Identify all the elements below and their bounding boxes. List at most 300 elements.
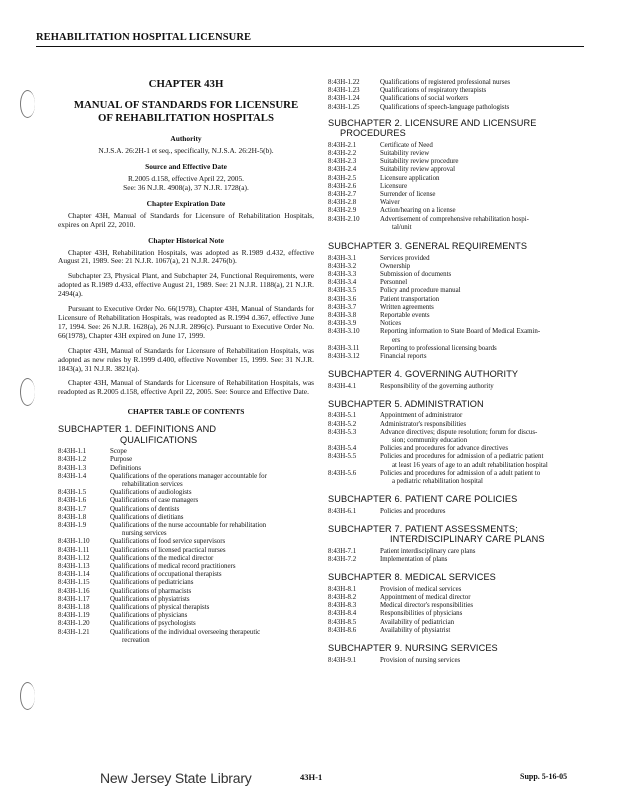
toc-entry-title [380, 453, 590, 469]
toc-entry-number: 8:43H-5.5 [328, 453, 357, 461]
toc-entry-title-text: Qualifications of medical record practitioners [110, 563, 236, 571]
toc-entry-number: 8:43H-5.2 [328, 420, 357, 428]
toc-entry-title [380, 216, 590, 232]
toc-entry-title [380, 470, 590, 486]
toc-entry-title [380, 142, 590, 150]
toc-entry-title [110, 571, 314, 579]
toc-entry-title-text: Patient transportation [380, 295, 440, 303]
toc-list [58, 448, 314, 645]
toc-entry [58, 579, 314, 587]
history-paragraph: Subchapter 23, Physical Plant, and Subchapter 24, Functional Requirements, were adopted as R.1989 d.433, effective August 21, 1989. See: 21 N.J.R. 1188(a), 21 N.J.R. 2494(a). [58, 271, 314, 299]
toc-entry-number: 8:43H-3.1 [328, 254, 357, 262]
toc-entry-title-text: Qualifications of physical therapists [110, 604, 210, 612]
toc-entry-title [380, 287, 590, 295]
toc-entry-number: 8:43H-2.3 [328, 158, 357, 166]
punch-hole-middle [20, 378, 35, 406]
toc-entry [328, 166, 590, 174]
toc-entry-title [380, 619, 590, 627]
subchapter-heading-line: PROCEDURES [340, 128, 406, 139]
toc-entry-title-text: Appointment of administrator [380, 412, 463, 420]
toc-entry-title-text: Definitions [110, 464, 142, 472]
toc-entry-title-text: Waiver [380, 199, 400, 207]
punch-hole-top [20, 90, 35, 118]
toc-entry-number: 8:43H-5.3 [328, 428, 357, 436]
library-stamp: New Jersey State Library [100, 770, 252, 786]
toc-entry [328, 104, 590, 112]
toc-entry-number: 8:43H-1.5 [58, 489, 87, 497]
toc-entry-title-text: Qualifications of registered professional nurses [380, 79, 511, 86]
toc-entry [58, 629, 314, 645]
toc-entry-title [380, 304, 590, 312]
toc-entry [328, 345, 590, 353]
toc-entry [328, 619, 590, 627]
toc-entry-number: 8:43H-3.5 [328, 287, 357, 295]
toc-entry-title-text: Policy and procedure manual [380, 287, 461, 295]
toc-heading: CHAPTER TABLE OF CONTENTS [127, 407, 245, 417]
toc-entry [328, 79, 590, 87]
toc-entry [328, 150, 590, 158]
toc-list [328, 657, 590, 665]
toc-entry-number: 8:43H-1.22 [328, 79, 360, 86]
toc-entry-title-text: Qualifications of the medical director [110, 554, 214, 562]
toc-entry [58, 588, 314, 596]
toc-entry-title [380, 183, 590, 191]
toc-entry [328, 556, 590, 564]
toc-entry-title [380, 657, 590, 665]
toc-entry [328, 383, 590, 391]
toc-entry-title-text: Licensure [380, 182, 408, 190]
toc-entry-title-text: Reporting information to State Board of Medical Examin- [380, 328, 541, 336]
toc-entry-title-text: Availability of pediatrician [380, 618, 455, 626]
source-line: R.2005 d.158, effective April 22, 2005. [127, 173, 245, 183]
toc-entry [328, 271, 590, 279]
toc-entry [58, 547, 314, 555]
toc-entry-title [380, 320, 590, 328]
toc-entry-title-continuation: ers [392, 336, 401, 344]
toc-entry-title [110, 473, 314, 489]
toc-entry-number: 8:43H-5.6 [328, 469, 357, 477]
toc-entry-number: 8:43H-1.10 [58, 538, 90, 546]
toc-entry-title [380, 263, 590, 271]
toc-entry-number: 8:43H-2.5 [328, 174, 357, 182]
toc-entry-number: 8:43H-5.1 [328, 412, 357, 420]
toc-entry-title [380, 191, 590, 199]
toc-entry-number: 8:43H-3.12 [328, 352, 360, 360]
subchapter-heading-line: SUBCHAPTER 1. DEFINITIONS AND [58, 424, 217, 435]
manual-title-line: OF REHABILITATION HOSPITALS [98, 112, 274, 124]
toc-list [328, 255, 590, 362]
running-head: REHABILITATION HOSPITAL LICENSURE [36, 32, 584, 47]
subchapter-heading: SUBCHAPTER 5. ADMINISTRATION [328, 398, 484, 409]
toc-entry-number: 8:43H-2.7 [328, 191, 357, 199]
toc-entry-title [110, 620, 314, 628]
toc-entry-title-text: Qualifications of psychologists [110, 620, 196, 628]
expiration-heading: Chapter Expiration Date [146, 198, 226, 208]
toc-entry-number: 8:43H-1.9 [58, 522, 87, 530]
toc-entry-title-continuation: nursing services [122, 530, 167, 538]
toc-entry-title-text: Qualifications of occupational therapists [110, 571, 222, 579]
toc-entry [58, 473, 314, 489]
toc-entry [328, 470, 590, 486]
toc-entry-title-text: Licensure application [380, 174, 440, 182]
toc-entry-title-text: Qualifications of the operations manager accountable for [110, 472, 267, 480]
toc-entry-title [110, 579, 314, 587]
toc-entry-title [380, 175, 590, 183]
toc-entry-title-text: Suitability review approval [380, 166, 456, 174]
toc-entry-number: 8:43H-2.2 [328, 150, 357, 158]
toc-entry-number: 8:43H-3.7 [328, 303, 357, 311]
toc-entry [58, 456, 314, 464]
toc-entry-title [380, 95, 590, 103]
subchapter-heading-line: QUALIFICATIONS [120, 434, 198, 445]
history-heading: Chapter Historical Note [148, 235, 224, 245]
toc-list [328, 548, 590, 564]
toc-entry-title [110, 604, 314, 612]
toc-entry [58, 489, 314, 497]
subchapter-heading: SUBCHAPTER 6. PATIENT CARE POLICIES [328, 494, 518, 505]
toc-entry-title-text: Qualifications of the individual overseeing therapeutic [110, 628, 261, 636]
toc-entry [58, 514, 314, 522]
toc-entry-title [110, 538, 314, 546]
toc-entry-title-text: Qualifications of case managers [110, 497, 199, 505]
toc-entry-title-text: Implementation of plans [380, 556, 448, 564]
subchapter-heading [328, 524, 590, 545]
toc-entry [328, 594, 590, 602]
toc-entry-title [380, 166, 590, 174]
toc-list [328, 586, 590, 635]
toc-entry [328, 216, 590, 232]
subchapter-heading: SUBCHAPTER 9. NURSING SERVICES [328, 643, 498, 654]
supplement-date: Supp. 5-16-05 [520, 772, 568, 781]
toc-entry-title-text: Written agreements [380, 303, 434, 311]
toc-entry [328, 296, 590, 304]
toc-entry-title-text: Qualifications of the nurse accountable for rehabilitation [110, 522, 267, 530]
toc-list [328, 142, 590, 232]
toc-entry-title-text: Qualifications of food service supervisors [110, 538, 226, 546]
toc-entry-title-text: Policies and procedures for admission of a pediatric patient [380, 453, 544, 461]
toc-entry-title [110, 612, 314, 620]
toc-entry [58, 571, 314, 579]
toc-entry [328, 95, 590, 103]
toc-entry-number: 8:43H-8.5 [328, 618, 357, 626]
toc-entry-number: 8:43H-7.1 [328, 547, 357, 555]
manual-title-line: MANUAL OF STANDARDS FOR LICENSURE [73, 99, 299, 111]
toc-entry-number: 8:43H-2.10 [328, 215, 360, 223]
toc-entry-title [380, 87, 590, 95]
toc-entry-title-text: Administrator's responsibilities [380, 420, 467, 428]
toc-entry-number: 8:43H-3.9 [328, 320, 357, 328]
history-paragraph: Chapter 43H, Manual of Standards for Licensure of Rehabilitation Hospitals, was readopted as R.2005 d.158, effective April 22, 2005. See: Source and Effective Date. [58, 378, 314, 397]
toc-entry-title-text: Ownership [380, 262, 411, 270]
toc-entry-title [110, 506, 314, 514]
toc-entry-title-text: Qualifications of pharmacists [110, 587, 192, 595]
toc-entry-title-continuation: tal/unit [392, 223, 412, 231]
toc-entry-title [380, 353, 590, 361]
toc-entry-number: 8:43H-2.8 [328, 199, 357, 207]
toc-entry-number: 8:43H-3.6 [328, 295, 357, 303]
toc-entry-title-text: Reporting to professional licensing boards [380, 344, 497, 352]
toc-entry-title-text: Services provided [380, 254, 430, 262]
toc-entry-title [380, 602, 590, 610]
toc-entry-title [110, 465, 314, 473]
toc-entry-title-text: Submission of documents [380, 270, 452, 278]
toc-entry [58, 506, 314, 514]
toc-entry-title [380, 271, 590, 279]
toc-entry [328, 627, 590, 635]
toc-entry-title [110, 456, 314, 464]
toc-entry-title-continuation: at least 16 years of age to an adult rehabilitation hospital [392, 461, 548, 469]
toc-entry [328, 328, 590, 344]
toc-entry-title [110, 596, 314, 604]
toc-entry-number: 8:43H-1.4 [58, 472, 87, 480]
toc-entry-title [380, 345, 590, 353]
source-line: See: 36 N.J.R. 4908(a), 37 N.J.R. 1728(a). [123, 182, 249, 192]
toc-entry-title-text: Appointment of medical director [380, 594, 471, 602]
toc-entry-number: 8:43H-3.8 [328, 311, 357, 319]
toc-entry [58, 563, 314, 571]
toc-entry-number: 8:43H-1.6 [58, 497, 87, 505]
toc-entry-title [380, 586, 590, 594]
toc-entry-title-continuation: sion; community education [392, 437, 468, 444]
toc-entry-title [380, 421, 590, 429]
toc-entry-number: 8:43H-2.6 [328, 182, 357, 190]
toc-entry-number: 8:43H-1.2 [58, 456, 87, 464]
toc-entry-title-text: Policies and procedures [380, 507, 446, 515]
toc-entry-title-text: Advertisement of comprehensive rehabilitation hospi- [380, 215, 529, 223]
toc-entry-title-text: Policies and procedures for advance directives [380, 445, 508, 453]
toc-entry [328, 304, 590, 312]
toc-entry-title-text: Qualifications of respiratory therapists [380, 87, 487, 95]
toc-entry-title-text: Qualifications of audiologists [110, 489, 192, 497]
toc-entry-title-continuation: recreation [122, 636, 150, 644]
subchapter-heading-line: INTERDISCIPLINARY CARE PLANS [390, 534, 545, 545]
toc-entry [58, 620, 314, 628]
toc-entry [58, 538, 314, 546]
toc-entry-title-text: Provision of nursing services [380, 656, 461, 664]
toc-entry-number: 8:43H-8.2 [328, 594, 357, 602]
toc-entry-number: 8:43H-1.11 [58, 546, 90, 554]
toc-entry-title-text: Notices [380, 320, 402, 328]
toc-entry-title-continuation: a pediatric rehabilitation hospital [392, 478, 483, 486]
toc-entry-title-text: Responsibility of the governing authority [380, 382, 494, 390]
toc-entry-title-text: Action/hearing on a license [380, 207, 456, 215]
toc-entry [58, 555, 314, 563]
toc-entry-number: 8:43H-1.19 [58, 612, 90, 620]
toc-entry-number: 8:43H-1.13 [58, 563, 90, 571]
toc-entry-number: 8:43H-1.23 [328, 87, 360, 95]
toc-entry-number: 8:43H-3.3 [328, 270, 357, 278]
toc-entry-number: 8:43H-8.1 [328, 585, 357, 593]
toc-entry-number: 8:43H-1.14 [58, 571, 90, 579]
toc-entry [58, 497, 314, 505]
toc-entry-title-text: Financial reports [380, 352, 427, 360]
toc-entry-number: 8:43H-7.2 [328, 556, 357, 564]
page-number: 43H-1 [300, 772, 323, 782]
toc-entry-title [380, 383, 590, 391]
toc-entry-number: 8:43H-8.3 [328, 602, 357, 610]
subchapter-heading [58, 424, 314, 445]
toc-entry-number: 8:43H-3.2 [328, 262, 357, 270]
toc-entry [328, 548, 590, 556]
toc-entry-number: 8:43H-1.21 [58, 628, 90, 636]
toc-entry-number: 8:43H-8.6 [328, 626, 357, 634]
toc-entry-title-text: Personnel [380, 279, 408, 287]
toc-entry-title-text: Qualifications of dentists [110, 505, 180, 513]
toc-entry [328, 429, 590, 445]
toc-entry-title [380, 79, 590, 87]
toc-entry-title [380, 627, 590, 635]
toc-entry-title [110, 497, 314, 505]
toc-entry-title-text: Surrender of license [380, 191, 436, 199]
toc-entry-title [380, 158, 590, 166]
toc-entry-title-text: Suitability review [380, 150, 430, 158]
toc-entry-title [380, 594, 590, 602]
history-paragraph: Pursuant to Executive Order No. 66(1978), Chapter 43H, Manual of Standards for Licensure of Rehabilitation Hospitals, was readopted as R.1994 d.367, effective June 17, 1994. See: 26 N.J.R. 1628(a), 26 N.J.R. 2896(c). Pursuant to Executive Order No. 66(1978), Chapter 43H expired on June 17, 1999. [58, 304, 314, 340]
toc-entry-title-text: Purpose [110, 456, 133, 464]
toc-entry-title-text: Qualifications of dietitians [110, 513, 184, 521]
toc-entry-title-text: Qualifications of physiatrists [110, 595, 190, 603]
toc-entry-title-text: Qualifications of pediatricians [110, 579, 194, 587]
toc-entry-title [380, 279, 590, 287]
toc-entry-number: 8:43H-1.7 [58, 505, 87, 513]
toc-entry-title [380, 199, 590, 207]
subchapter-heading: SUBCHAPTER 4. GOVERNING AUTHORITY [328, 369, 519, 380]
toc-entry-title [380, 207, 590, 215]
toc-entry-title [110, 588, 314, 596]
toc-entry-title [380, 104, 590, 112]
toc-entry-number: 8:43H-1.25 [328, 103, 360, 111]
toc-entry [328, 199, 590, 207]
history-paragraph: Chapter 43H, Rehabilitation Hospitals, was adopted as R.1989 d.432, effective August 21, 1989. See: 21 N.J.R. 1067(a), 21 N.J.R. 2476(b). [58, 247, 314, 266]
subchapter-heading-line: SUBCHAPTER 7. PATIENT ASSESSMENTS; [328, 523, 518, 534]
toc-entry-number: 8:43H-5.4 [328, 445, 357, 453]
toc-list [328, 383, 590, 391]
toc-entry-title-text: Advance directives; dispute resolution; forum for discus- [380, 428, 538, 436]
toc-entry-number: 8:43H-3.11 [328, 344, 360, 352]
toc-entry [328, 287, 590, 295]
toc-entry-number: 8:43H-1.1 [58, 448, 87, 456]
toc-entry-title-text: Medical director's responsibilities [380, 602, 474, 610]
toc-entry [328, 255, 590, 263]
page-footer [0, 770, 618, 790]
toc-entry [328, 191, 590, 199]
toc-entry [328, 586, 590, 594]
toc-entry-number: 8:43H-2.1 [328, 141, 357, 149]
toc-entry [58, 596, 314, 604]
subchapter-heading: SUBCHAPTER 8. MEDICAL SERVICES [328, 572, 496, 583]
toc-entry-title [110, 448, 314, 456]
toc-entry-title [380, 296, 590, 304]
punch-hole-bottom [20, 682, 35, 710]
toc-entry [328, 175, 590, 183]
toc-entry-title [110, 522, 314, 538]
toc-entry-number: 8:43H-3.4 [328, 279, 357, 287]
toc-entry [58, 465, 314, 473]
authority-heading: Authority [170, 134, 202, 143]
toc-entry [328, 320, 590, 328]
chapter-title: CHAPTER 43H [148, 78, 224, 90]
toc-entry-number: 8:43H-1.12 [58, 554, 90, 562]
toc-entry [328, 312, 590, 320]
toc-entry-number: 8:43H-2.9 [328, 207, 357, 215]
expiration-text: Chapter 43H, Manual of Standards for Licensure of Rehabilitation Hospitals, expires on April 22, 2010. [58, 210, 314, 229]
toc-entry-title [380, 429, 590, 445]
toc-entry-number: 8:43H-6.1 [328, 507, 357, 515]
toc-entry [58, 612, 314, 620]
toc-entry-title-text: Certificate of Need [380, 141, 433, 149]
toc-entry-number: 8:43H-4.1 [328, 382, 357, 390]
toc-entry-title-text: Qualifications of licensed practical nurses [110, 546, 226, 554]
toc-entry-title [110, 563, 314, 571]
history-paragraph: Chapter 43H, Manual of Standards for Licensure of Rehabilitation Hospitals, was adopted as new rules by R.1999 d.400, effective November 15, 1999. See: 31 N.J.R. 1843(a), 31 N.J.R. 3821(a). [58, 345, 314, 373]
toc-entry-title [110, 514, 314, 522]
toc-entry-number: 8:43H-1.15 [58, 579, 90, 587]
toc-entry-title-text: Availability of physiatrist [380, 626, 451, 634]
toc-entry [328, 453, 590, 469]
toc-entry-title-text: Reportable events [380, 311, 430, 319]
toc-entry-title-text: Provision of medical services [380, 585, 462, 593]
toc-entry [58, 604, 314, 612]
toc-entry [328, 602, 590, 610]
manual-title [58, 99, 314, 125]
toc-list [328, 79, 590, 112]
toc-entry-title-text: Scope [110, 448, 127, 456]
toc-entry-title [380, 445, 590, 453]
toc-list [328, 508, 590, 516]
toc-entry-number: 8:43H-1.16 [58, 587, 90, 595]
toc-entry-title [380, 412, 590, 420]
toc-entry [328, 142, 590, 150]
toc-entry [328, 610, 590, 618]
toc-entry [328, 353, 590, 361]
toc-entry-title [380, 255, 590, 263]
toc-entry-number: 8:43H-1.20 [58, 620, 90, 628]
toc-entry-title-text: Qualifications of social workers [380, 95, 469, 103]
toc-entry-number: 8:43H-1.24 [328, 95, 360, 103]
toc-entry-title [110, 489, 314, 497]
toc-entry [328, 445, 590, 453]
authority-text: N.J.S.A. 26:2H-1 et seq., specifically, N.J.S.A. 26:2H-5(b). [98, 146, 274, 155]
toc-entry-title-text: Patient interdisciplinary care plans [380, 547, 476, 555]
subchapter-heading: SUBCHAPTER 3. GENERAL REQUIREMENTS [328, 241, 528, 252]
toc-entry-number: 8:43H-3.10 [328, 328, 360, 336]
toc-entry [328, 657, 590, 665]
subchapter-heading-line: SUBCHAPTER 2. LICENSURE AND LICENSURE [328, 117, 537, 128]
toc-entry-title [380, 328, 590, 344]
toc-entry-title [110, 629, 314, 645]
toc-entry-title [380, 610, 590, 618]
toc-entry [58, 522, 314, 538]
toc-entry-title [380, 508, 590, 516]
source-heading: Source and Effective Date [145, 161, 227, 171]
toc-entry [58, 448, 314, 456]
toc-entry-number: 8:43H-9.1 [328, 656, 357, 664]
left-column [58, 78, 314, 645]
toc-entry [328, 87, 590, 95]
toc-entry-number: 8:43H-1.8 [58, 513, 87, 521]
subchapter-heading [328, 118, 590, 139]
toc-entry-title-continuation: rehabilitation services [122, 481, 183, 489]
toc-entry-title [380, 312, 590, 320]
toc-entry-number: 8:43H-1.17 [58, 595, 90, 603]
toc-entry [328, 207, 590, 215]
toc-entry [328, 158, 590, 166]
toc-entry-title [110, 555, 314, 563]
toc-entry [328, 183, 590, 191]
toc-entry [328, 421, 590, 429]
toc-entry-number: 8:43H-1.18 [58, 604, 90, 612]
toc-list [328, 412, 590, 486]
